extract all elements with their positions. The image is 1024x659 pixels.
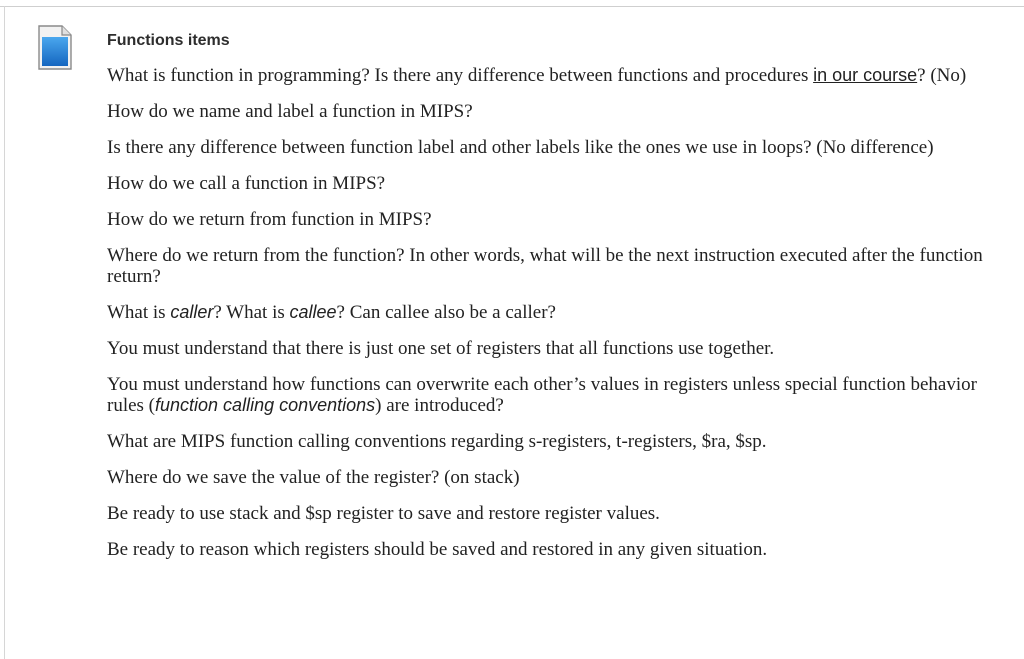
- list-item: [107, 65, 1017, 86]
- item-text: What is: [107, 302, 171, 323]
- list-item: [107, 374, 1017, 416]
- list-item: Where do we save the value of the register? (on stack): [107, 467, 520, 488]
- item-text: ) are introduced?: [375, 395, 504, 416]
- item-text: ? Can callee also be a caller?: [336, 302, 556, 323]
- list-item: Be ready to reason which registers should be saved and restored in any given situation.: [107, 539, 768, 560]
- course-link[interactable]: in our course: [813, 65, 918, 85]
- item-text: You must understand how functions can overwrite each other’s values in registers unless special function behavior rules (: [107, 374, 977, 416]
- item-text: ? (No): [917, 65, 967, 86]
- calling-conventions-term: function calling conventions: [155, 395, 376, 415]
- functions-items-content: [107, 31, 1017, 575]
- list-item: [107, 302, 1017, 323]
- caller-term: caller: [170, 302, 214, 322]
- list-item: Where do we return from the function? In other words, what will be the next instruction executed after the function return?: [107, 245, 983, 287]
- list-item: How do we name and label a function in MIPS?: [107, 101, 473, 122]
- list-item: How do we call a function in MIPS?: [107, 173, 386, 194]
- top-divider: [0, 6, 1024, 7]
- callee-term: callee: [289, 302, 337, 322]
- list-item: You must understand that there is just one set of registers that all functions use together.: [107, 338, 775, 359]
- document-icon: [38, 25, 72, 70]
- item-text: What is function in programming? Is there any difference between functions and procedures: [107, 65, 814, 86]
- list-item: How do we return from function in MIPS?: [107, 209, 432, 230]
- left-divider: [4, 6, 5, 659]
- item-text: ? What is: [213, 302, 290, 323]
- list-item: Be ready to use stack and $sp register to save and restore register values.: [107, 503, 660, 524]
- list-item: Is there any difference between function label and other labels like the ones we use in loops? (No difference): [107, 137, 934, 158]
- list-item: What are MIPS function calling conventions regarding s-registers, t-registers, $ra, $sp.: [107, 431, 767, 452]
- section-title: Functions items: [107, 32, 230, 49]
